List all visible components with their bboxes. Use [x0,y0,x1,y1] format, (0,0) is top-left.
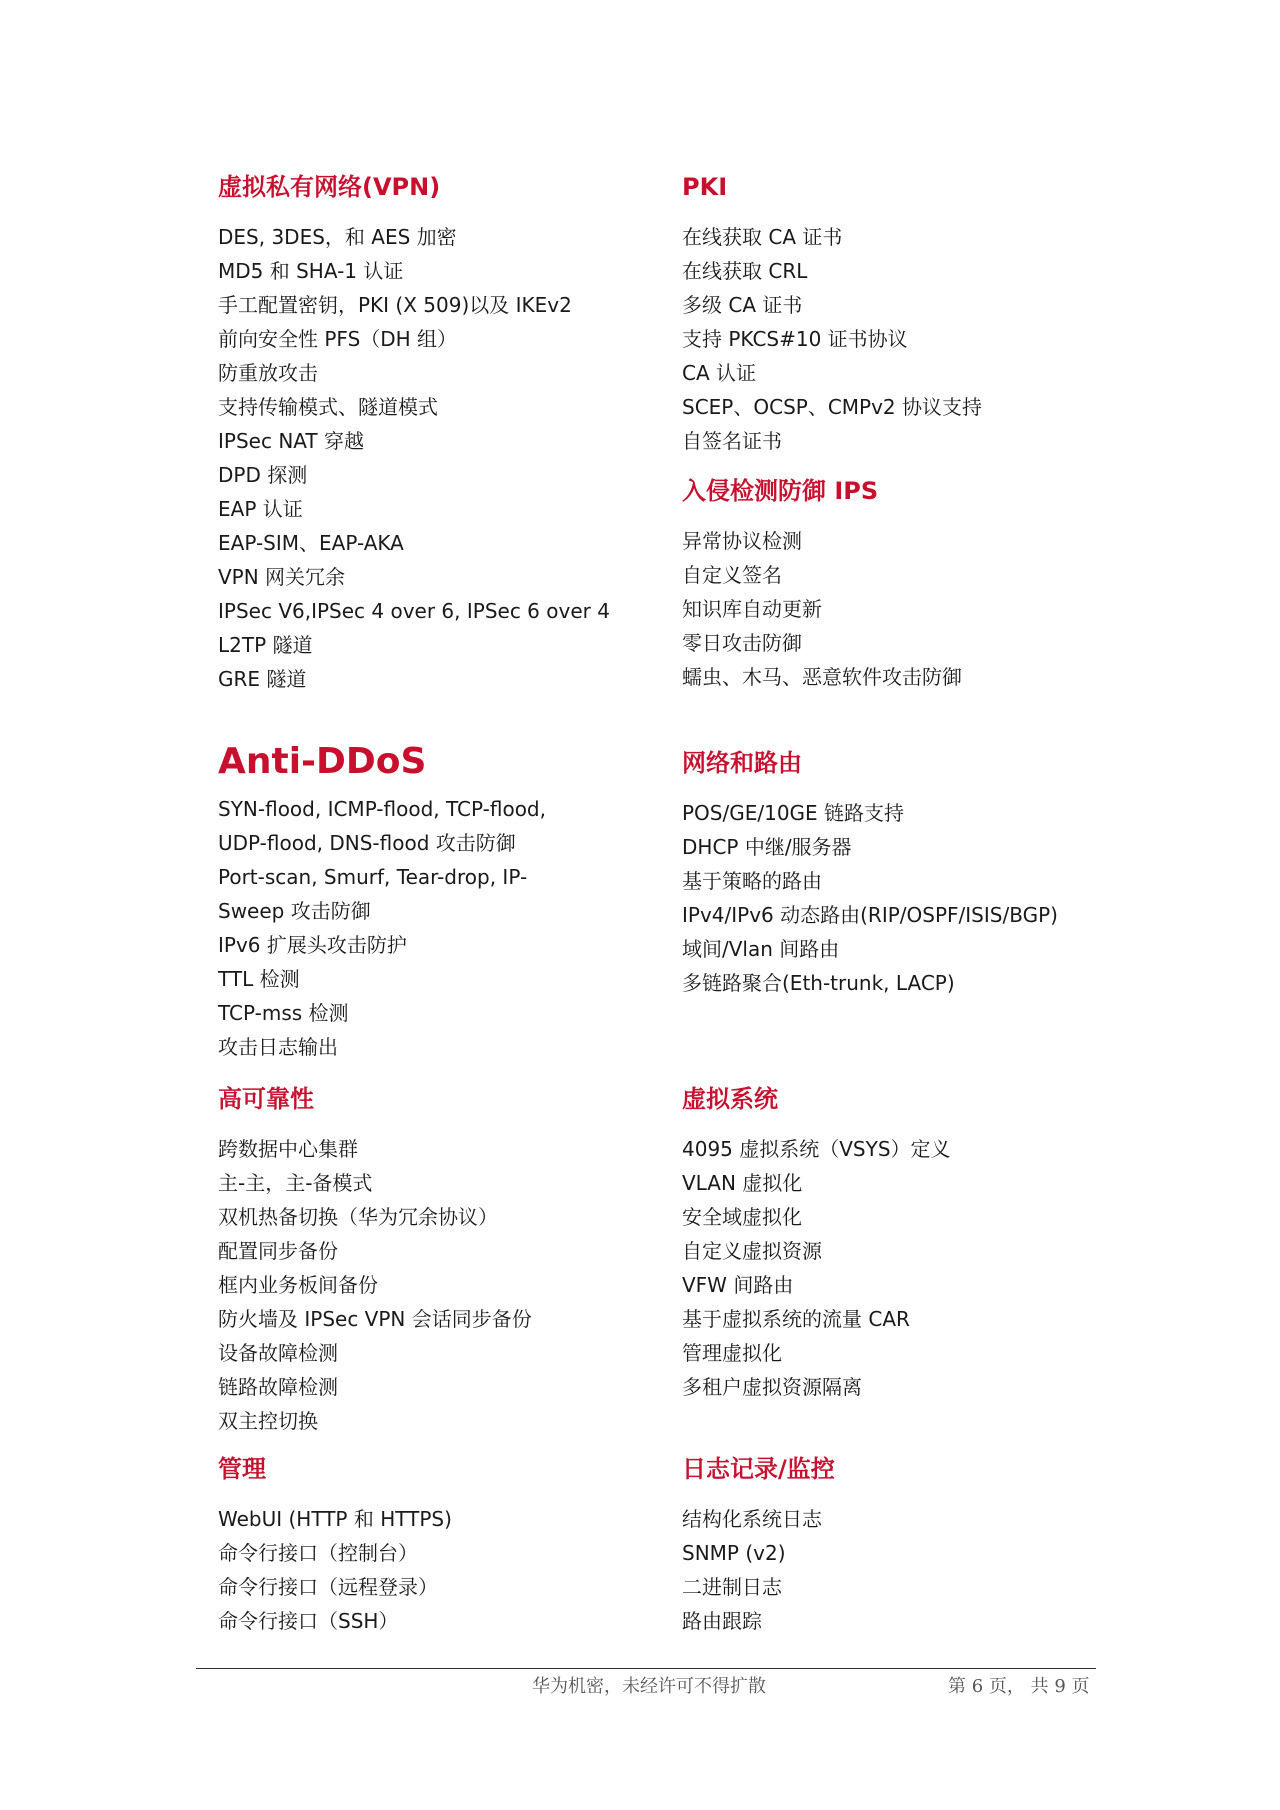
list-item: IPv6 扩展头攻击防护 [218,933,407,957]
list-item: 路由跟踪 [682,1609,762,1633]
section-routing [682,748,1162,1000]
list-item: SYN-flood, ICMP-flood, TCP-flood, [218,797,546,821]
ips-heading: 入侵检测防御 IPS [682,477,879,505]
list-item: 双机热备切换（华为冗余协议） [218,1205,498,1229]
list-item: 域间/Vlan 间路由 [682,937,840,961]
logging-heading: 日志记录/监控 [682,1455,835,1483]
list-item: 异常协议检测 [682,529,802,553]
list-item: 框内业务板间备份 [218,1273,378,1297]
list-item: 设备故障检测 [218,1341,338,1365]
list-item: 自定义虚拟资源 [682,1239,822,1263]
list-item: VLAN 虚拟化 [682,1171,803,1195]
list-item: DPD 探测 [218,463,308,487]
list-item: 主-主，主-备模式 [218,1171,373,1195]
list-item: DHCP 中继/服务器 [682,835,852,859]
list-item: 自签名证书 [682,429,782,453]
vpn-heading: 虚拟私有网络(VPN) [218,173,441,201]
section-vpn [218,172,698,696]
list-item: DES, 3DES，和 AES 加密 [218,225,457,249]
list-item: UDP-flood, DNS-flood 攻击防御 [218,831,516,855]
section-ips [682,476,1162,694]
list-item: GRE 隧道 [218,667,307,691]
list-item: VFW 间路由 [682,1273,794,1297]
list-item: EAP 认证 [218,497,303,521]
mgmt-heading: 管理 [218,1455,266,1483]
list-item: 零日攻击防御 [682,631,802,655]
section-anti-ddos [218,740,698,1064]
list-item: IPSec NAT 穿越 [218,429,364,453]
footer-page-number: 第 6 页， 共 9 页 [948,1676,1090,1697]
list-item: 跨数据中心集群 [218,1137,358,1161]
list-item: MD5 和 SHA-1 认证 [218,259,404,283]
list-item: 手工配置密钥，PKI (X 509)以及 IKEv2 [218,293,572,317]
ha-heading: 高可靠性 [218,1085,314,1113]
list-item: 二进制日志 [682,1575,782,1599]
list-item: 安全域虚拟化 [682,1205,802,1229]
list-item: Port-scan, Smurf, Tear-drop, IP- [218,865,528,889]
list-item: IPv4/IPv6 动态路由(RIP/OSPF/ISIS/BGP) [682,903,1058,927]
list-item: VPN 网关冗余 [218,565,346,589]
list-item: 攻击日志输出 [218,1035,338,1059]
list-item: 多链路聚合(Eth-trunk, LACP) [682,971,955,995]
list-item: 防火墙及 IPSec VPN 会话同步备份 [218,1307,532,1331]
section-pki [682,172,1162,458]
section-logging [682,1454,1162,1638]
footer-divider [196,1668,1096,1669]
list-item: SCEP、OCSP、CMPv2 协议支持 [682,395,983,419]
list-item: 支持 PKCS#10 证书协议 [682,327,908,351]
list-item: EAP-SIM、EAP-AKA [218,531,404,555]
list-item: 在线获取 CRL [682,259,808,283]
routing-heading: 网络和路由 [682,749,802,777]
list-item: TTL 检测 [218,967,300,991]
list-item: 基于虚拟系统的流量 CAR [682,1307,910,1331]
list-item: L2TP 隧道 [218,633,313,657]
list-item: IPSec V6,IPSec 4 over 6, IPSec 6 over 4 [218,599,610,623]
list-item: 多租户虚拟资源隔离 [682,1375,862,1399]
list-item: 支持传输模式、隧道模式 [218,395,438,419]
list-item: SNMP (v2) [682,1541,786,1565]
list-item: WebUI (HTTP 和 HTTPS) [218,1507,452,1531]
list-item: 链路故障检测 [218,1375,338,1399]
list-item: 管理虚拟化 [682,1341,782,1365]
list-item: 自定义签名 [682,563,782,587]
list-item: CA 认证 [682,361,757,385]
list-item: 命令行接口（SSH） [218,1609,399,1633]
list-item: POS/GE/10GE 链路支持 [682,801,905,825]
list-item: 蠕虫、木马、恶意软件攻击防御 [682,665,962,689]
list-item: 配置同步备份 [218,1239,338,1263]
section-vsys [682,1084,1162,1404]
list-item: 知识库自动更新 [682,597,822,621]
list-item: 4095 虚拟系统（VSYS）定义 [682,1137,951,1161]
anti-ddos-heading: Anti-DDoS [218,741,427,782]
list-item: TCP-mss 检测 [218,1001,349,1025]
list-item: 基于策略的路由 [682,869,822,893]
list-item: 命令行接口（控制台） [218,1541,418,1565]
list-item: 前向安全性 PFS（DH 组） [218,327,458,351]
vsys-heading: 虚拟系统 [682,1085,778,1113]
list-item: 结构化系统日志 [682,1507,822,1531]
footer-confidential: 华为机密，未经许可不得扩散 [532,1676,766,1697]
list-item: 防重放攻击 [218,361,318,385]
list-item: 在线获取 CA 证书 [682,225,843,249]
list-item: 双主控切换 [218,1409,318,1433]
pki-heading: PKI [682,173,728,201]
section-ha [218,1084,698,1438]
list-item: 命令行接口（远程登录） [218,1575,438,1599]
list-item: Sweep 攻击防御 [218,899,371,923]
section-mgmt [218,1454,698,1638]
list-item: 多级 CA 证书 [682,293,803,317]
